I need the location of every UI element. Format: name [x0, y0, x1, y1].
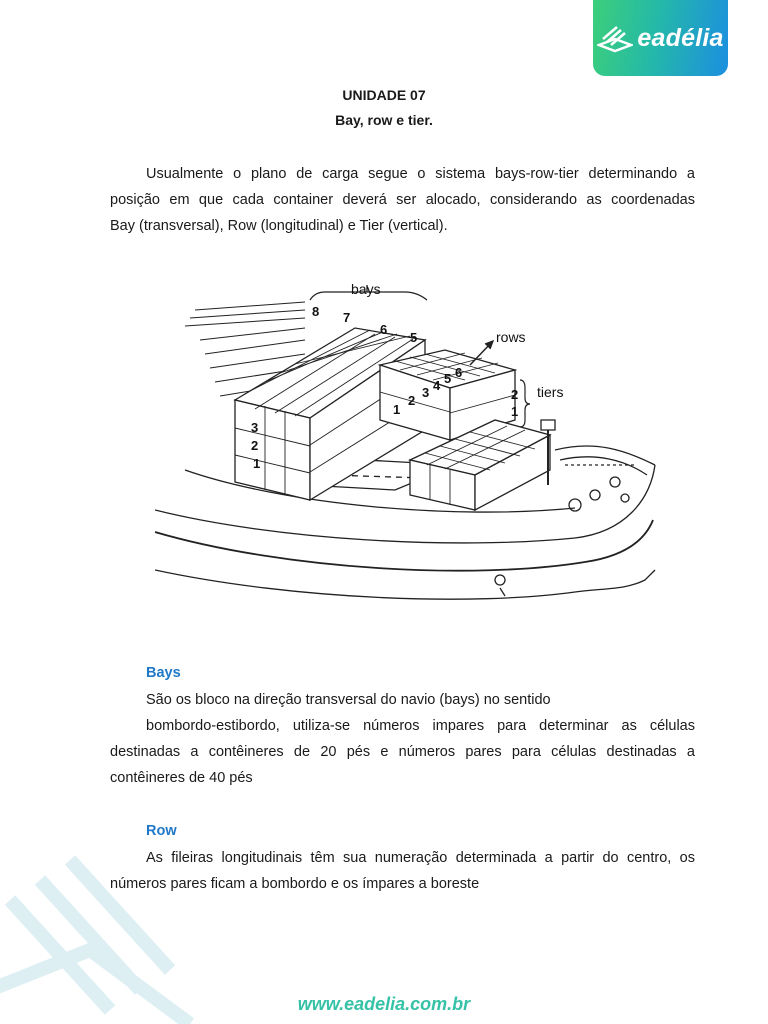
rows-label: rows	[496, 329, 526, 345]
intro-line-2: posição em que cada container deverá ser alocado, considerando as coordenadas	[110, 192, 695, 208]
unit-title: UNIDADE 07	[342, 87, 426, 103]
row-number: 4	[433, 378, 441, 393]
book-icon	[597, 23, 633, 53]
tier-number: 1	[511, 404, 519, 419]
bay-number: 6	[380, 322, 388, 337]
bay-number: 5	[410, 330, 418, 345]
bays-heading: Bays	[146, 665, 181, 681]
row-number: 1	[393, 402, 401, 417]
row-heading: Row	[146, 823, 177, 839]
row-number: 5	[444, 371, 452, 386]
tier-number: 2	[251, 438, 259, 453]
container-ship-figure	[155, 270, 665, 632]
brand-logo[interactable]	[593, 0, 728, 76]
bay-number: 7	[343, 310, 351, 325]
row-number: 3	[422, 385, 430, 400]
tier-number: 1	[253, 456, 261, 471]
bays-line-3: destinadas a contêineres de 20 pés e números pares para células destinadas a	[110, 744, 695, 760]
brand-name: eadélia	[637, 23, 724, 52]
bays-label: bays	[351, 281, 381, 297]
tier-number: 3	[251, 420, 259, 435]
bays-line-1: São os bloco na direção transversal do navio (bays) no sentido	[146, 692, 551, 708]
bays-line-4: contêineres de 40 pés	[110, 770, 253, 786]
intro-line-1: Usualmente o plano de carga segue o sistema bays-row-tier determinando a	[146, 166, 695, 182]
tiers-label: tiers	[537, 384, 564, 400]
bays-line-2: bombordo-estibordo, utiliza-se números impares para determinar as células	[146, 718, 695, 734]
tier-number: 2	[511, 387, 519, 402]
page-subtitle: Bay, row e tier.	[335, 112, 433, 128]
row-line-2: números pares ficam a bombordo e os ímpares a boreste	[110, 876, 480, 892]
row-number: 2	[408, 393, 416, 408]
footer-website-link[interactable]: www.eadelia.com.br	[297, 994, 471, 1014]
row-line-1: As fileiras longitudinais têm sua numeração determinada a partir do centro, os	[146, 850, 695, 866]
bay-number: 8	[312, 304, 320, 319]
row-number: 6	[455, 365, 463, 380]
intro-line-3: Bay (transversal), Row (longitudinal) e Tier (vertical).	[110, 218, 448, 234]
